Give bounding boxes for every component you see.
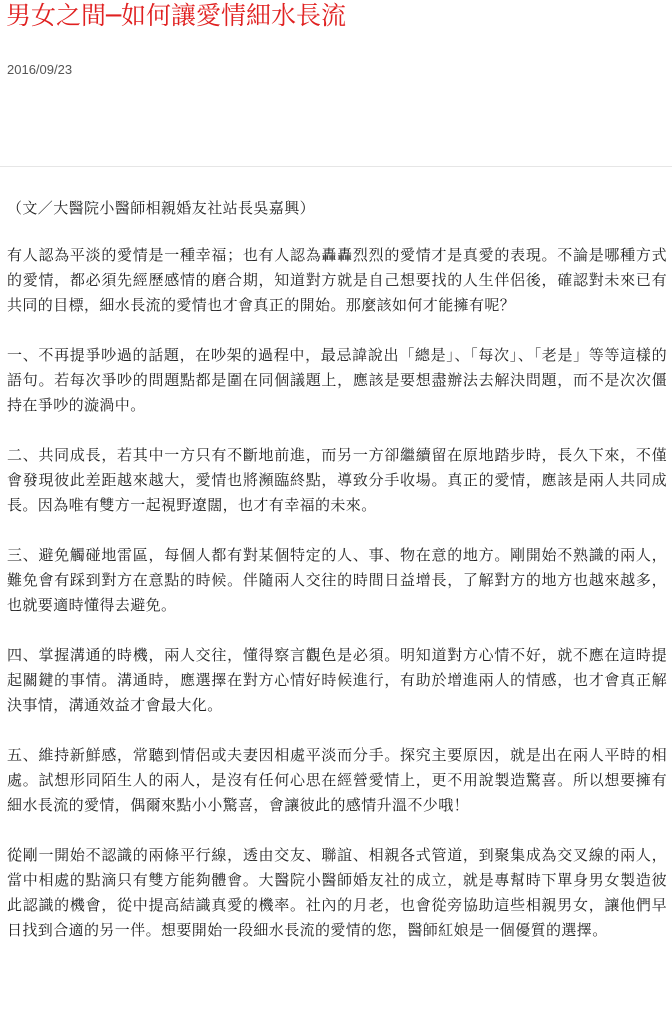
paragraph-point-3: 三、避免觸碰地雷區，每個人都有對某個特定的人、事、物在意的地方。剛開始不熟識的兩人，難免會有踩到對方在意點的時候。伴隨兩人交往的時間日益增長，了解對方的地方也越來越多，也就要適時懂得去避免。 xyxy=(7,546,667,614)
post-title[interactable]: 男女之間─如何讓愛情細水長流 xyxy=(6,1,347,30)
paragraph-conclusion: 從剛一開始不認識的兩條平行線，透由交友、聯誼、相親各式管道，到聚集成為交叉線的兩人，當中相處的點滴只有雙方能夠體會。大醫院小醫師婚友社的成立，就是專幫時下單身男女製造彼此認識的機會，從中提高結識真愛的機率。社內的月老，也會從旁協助這些相親男女，讓他們早日找到合適的另一伴。想要開始一段細水長流的愛情的您，醫師紅娘是一個優質的選擇。 xyxy=(7,846,667,939)
post-body xyxy=(7,196,667,968)
divider xyxy=(0,166,672,167)
paragraph-point-4: 四、掌握溝通的時機，兩人交往，懂得察言觀色是必須。明知道對方心情不好，就不應在這時提起關鍵的事情。溝通時，應選擇在對方心情好時候進行，有助於增進兩人的情感，也才會真正解決事情，溝通效益才會最大化。 xyxy=(7,646,667,714)
post-date: 2016/09/23 xyxy=(7,62,73,77)
paragraph-point-1: 一、不再提爭吵過的話題，在吵架的過程中，最忌諱說出「總是」、「每次」、「老是」等等這樣的語句。若每次爭吵的問題點都是圍在同個議題上，應該是要想盡辦法去解決問題，而不是次次僵持在爭吵的漩渦中。 xyxy=(7,346,667,414)
paragraph-intro: 有人認為平淡的愛情是一種幸福；也有人認為轟轟烈烈的愛情才是真愛的表現。不論是哪種方式的愛情，都必須先經歷感情的磨合期，知道對方就是自己想要找的人生伴侶後，確認對未來已有共同的目標，細水長流的愛情也才會真正的開始。那麼該如何才能擁有呢？ xyxy=(7,246,667,314)
paragraph-point-2: 二、共同成長，若其中一方只有不斷地前進，而另一方卻繼續留在原地踏步時，長久下來，不僅會發現彼此差距越來越大，愛情也將瀕臨終點，導致分手收場。真正的愛情，應該是兩人共同成長。因為唯有雙方一起視野遼闊，也才有幸福的未來。 xyxy=(7,446,667,514)
paragraph-point-5: 五、維持新鮮感，常聽到情侶或夫妻因相處平淡而分手。探究主要原因，就是出在兩人平時的相處。試想形同陌生人的兩人，是沒有任何心思在經營愛情上，更不用說製造驚喜。所以想要擁有細水長流的愛情，偶爾來點小小驚喜，會讓彼此的感情升溫不少哦！ xyxy=(7,746,667,814)
byline: （文／大醫院小醫師相親婚友社站長吳嘉興） xyxy=(7,199,316,217)
